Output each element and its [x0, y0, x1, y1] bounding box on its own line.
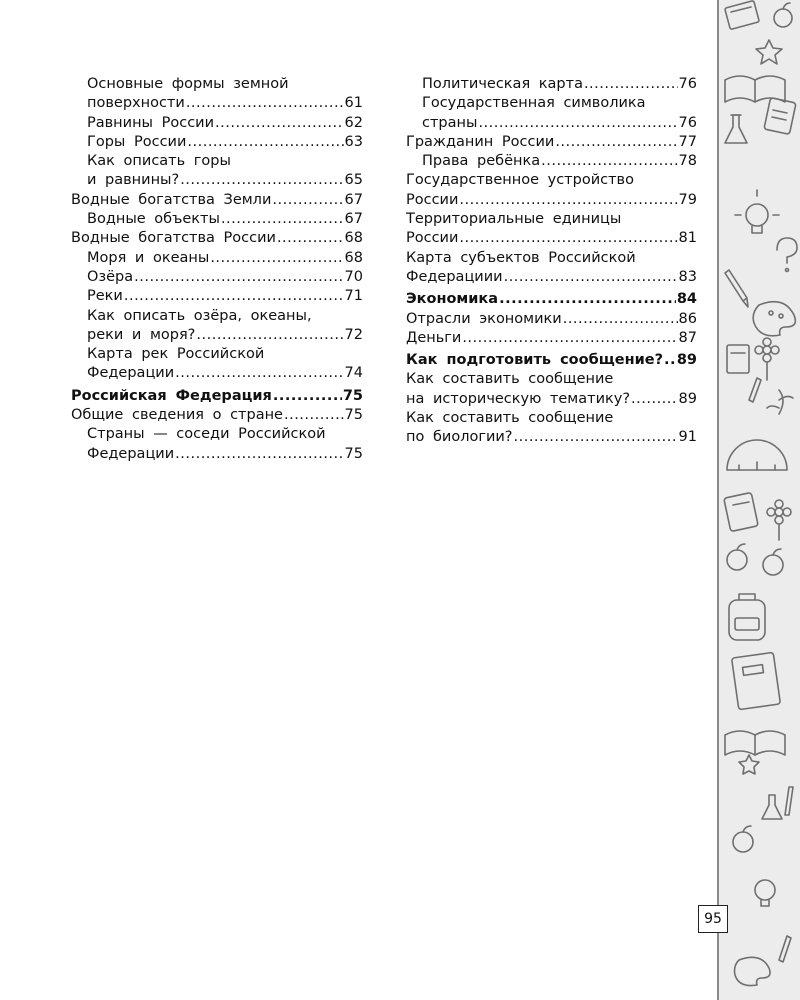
plant-icon	[767, 390, 793, 414]
toc-entry	[71, 345, 363, 384]
toc-entry-title: Равнины России	[87, 114, 215, 131]
toc-entry-title-line: Как составить сообщение	[406, 410, 614, 427]
flower-icon	[767, 500, 791, 540]
toc-entry	[406, 210, 697, 249]
toc-page-number: 78	[678, 153, 697, 170]
toc-entry-title: России	[406, 230, 459, 247]
toc-entry	[71, 425, 363, 464]
toc-page-number: 74	[344, 365, 363, 382]
toc-entry	[406, 310, 697, 329]
toc-entry-title: Экономика	[406, 291, 499, 308]
toc-page-number: 83	[678, 268, 697, 285]
dot-leader	[499, 290, 676, 309]
toc-entry-title: Озёра	[87, 268, 134, 285]
dot-leader	[284, 406, 344, 425]
toc-entry-row	[87, 326, 363, 345]
toc-entry-title: Гражданин России	[406, 133, 555, 150]
dot-leader	[478, 114, 677, 133]
toc-page-number: 89	[676, 352, 697, 369]
toc-entry-row	[406, 329, 697, 348]
toc-entry	[71, 114, 363, 133]
question-icon	[777, 238, 797, 272]
toc-entry	[71, 249, 363, 268]
lightbulb-icon	[735, 190, 779, 233]
toc-entry	[71, 152, 363, 191]
apple-icon	[774, 3, 792, 27]
toc-entry-title: страны	[422, 114, 478, 131]
lightbulb-icon	[755, 880, 775, 906]
toc-entry	[406, 75, 697, 94]
toc-entry-title: Федерациии	[406, 268, 503, 285]
toc-entry-title-line: Как составить сообщение	[406, 371, 614, 388]
toc-entry	[406, 329, 697, 348]
toc-page-number: 91	[678, 429, 697, 446]
toc-entry-title-line: Государственное устройство	[406, 172, 634, 189]
toc-entry-row	[71, 406, 363, 425]
open-book-icon	[725, 731, 785, 755]
toc-entry-row	[406, 428, 697, 447]
toc-entry-title: Российская Федерация	[71, 387, 272, 404]
dot-leader	[555, 133, 677, 152]
toc-entry-title: Отрасли экономики	[406, 310, 562, 327]
toc-entry-title-line: Карта субъектов Российской	[406, 249, 636, 266]
dot-leader	[272, 191, 343, 210]
toc-entry-row	[87, 445, 363, 464]
toc-entry-title: Горы России	[87, 133, 187, 150]
toc-page-number: 67	[344, 211, 363, 228]
dot-leader	[134, 268, 343, 287]
toc-entry	[71, 191, 363, 210]
toc-page-number: 84	[676, 291, 697, 308]
flower-icon	[755, 338, 779, 380]
page-number: 95	[698, 905, 728, 933]
star-icon	[756, 40, 782, 64]
toc-page-number: 61	[344, 95, 363, 112]
toc-entry-title: Политическая карта	[422, 76, 583, 92]
toc-entry-title-line: Территориальные единицы	[406, 211, 622, 228]
toc-entry-title-line: Как описать озёра, океаны,	[87, 307, 312, 324]
dot-leader	[664, 351, 676, 370]
dot-leader	[187, 133, 343, 152]
toc-page-number: 76	[678, 114, 697, 131]
toc-page-number: 75	[344, 445, 363, 462]
toc-entry	[71, 406, 363, 425]
dot-leader	[215, 114, 344, 133]
dot-leader	[584, 75, 678, 94]
dot-leader	[459, 229, 677, 248]
palette-icon	[753, 302, 795, 336]
dot-leader	[459, 191, 677, 210]
pencil-icon	[779, 936, 791, 962]
toc-entry-title: Реки	[87, 288, 123, 305]
toc-page-number: 68	[344, 249, 363, 266]
toc-entry-title: Водные богатства России	[71, 230, 276, 247]
toc-page-number: 72	[344, 326, 363, 343]
dot-leader	[210, 249, 343, 268]
toc-entry-title: России	[406, 191, 459, 208]
toc-entry-title: реки и моря?	[87, 326, 196, 343]
ruler-icon	[727, 440, 787, 470]
toc-entry-title: Водные объекты	[87, 211, 220, 228]
toc-entry	[406, 409, 697, 448]
toc-entry-row	[406, 191, 697, 210]
flask-icon	[762, 795, 782, 819]
backpack-icon	[729, 594, 765, 640]
toc-entry-title: на историческую тематику?	[406, 390, 631, 407]
toc-entry-row	[406, 268, 697, 287]
dot-leader	[631, 390, 678, 409]
toc-entry	[71, 287, 363, 306]
toc-page-number: 63	[344, 133, 363, 150]
palette-icon	[735, 957, 771, 985]
toc-entry	[406, 94, 697, 133]
pencil-icon	[725, 270, 748, 307]
dot-leader	[175, 364, 343, 383]
toc-entry	[406, 249, 697, 288]
toc-entry	[406, 171, 697, 210]
toc-entry-row	[422, 152, 697, 171]
dot-leader	[277, 229, 344, 248]
toc-page-number: 65	[344, 172, 363, 189]
toc-left-column	[71, 75, 363, 464]
apple-icon	[763, 549, 783, 575]
toc-entry-title: Как подготовить сообщение?	[406, 352, 664, 369]
toc-entry-title: Моря и океаны	[87, 249, 210, 266]
toc-entry-row	[87, 94, 363, 113]
toc-entry-title: Федерации	[87, 445, 175, 462]
toc-page-number: 67	[344, 191, 363, 208]
toc-entry-row	[406, 229, 697, 248]
dot-leader	[221, 210, 344, 229]
toc-page-number: 68	[344, 230, 363, 247]
toc-entry-row	[87, 114, 363, 133]
toc-entry	[71, 387, 363, 406]
toc-entry-row	[87, 171, 363, 190]
toc-entry-title: Деньги	[406, 329, 462, 346]
dot-leader	[541, 152, 677, 171]
toc-page-number: 75	[344, 407, 363, 424]
toc-entry	[406, 351, 697, 370]
toc-entry-row	[71, 229, 363, 248]
toc-entry	[71, 307, 363, 346]
toc-entry-row	[87, 133, 363, 152]
toc-entry-title-line: Основные формы земной	[87, 76, 289, 92]
apple-icon	[733, 826, 753, 852]
toc-entry-row	[406, 310, 697, 329]
book-icon	[732, 652, 781, 709]
dot-leader	[186, 94, 344, 113]
toc-page-number: 86	[678, 310, 697, 327]
toc-entry-row	[406, 351, 697, 370]
toc-entry-title-line: Государственная символика	[422, 95, 646, 112]
toc-entry-row	[406, 133, 697, 152]
toc-entry-title: по биологии?	[406, 429, 513, 446]
toc-page-number: 76	[678, 76, 697, 92]
dot-leader	[273, 387, 342, 406]
toc-entry	[406, 133, 697, 152]
toc-entry-row	[87, 249, 363, 268]
toc-entry	[71, 75, 363, 114]
toc-entry-row	[87, 268, 363, 287]
toc-entry	[71, 133, 363, 152]
toc-entry-title: Общие сведения о стране	[71, 407, 283, 424]
toc-entry	[406, 152, 697, 171]
toc-page-number: 89	[678, 390, 697, 407]
toc-entry-title: Федерации	[87, 365, 175, 382]
dot-leader	[196, 326, 343, 345]
dot-leader	[462, 329, 677, 348]
toc-page-number: 71	[344, 288, 363, 305]
toc-entry-title-line: Страны — соседи Российской	[87, 426, 326, 443]
toc-entry-title-line: Как описать горы	[87, 153, 231, 170]
notebook-icon	[725, 0, 760, 29]
toc-entry-row	[71, 191, 363, 210]
toc-page-number: 62	[344, 114, 363, 131]
toc-entry-title: поверхности	[87, 95, 185, 112]
toc-right-column	[406, 75, 697, 448]
doodle-border	[717, 0, 800, 1000]
toc-entry-row	[71, 387, 363, 406]
dot-leader	[563, 310, 678, 329]
toc-entry-row	[422, 114, 697, 133]
notebook-icon	[764, 98, 796, 135]
toc-page-number: 81	[678, 230, 697, 247]
toc-entry-title: Водные богатства Земли	[71, 191, 272, 208]
dot-leader	[124, 287, 344, 306]
toc-page-number: 75	[342, 387, 363, 404]
toc-entry	[71, 268, 363, 287]
toc-entry-title-line: Карта рек Российской	[87, 346, 265, 363]
toc-entry-row	[406, 390, 697, 409]
toc-entry-row	[422, 75, 697, 94]
toc-entry-row	[406, 290, 697, 309]
toc-entry	[406, 370, 697, 409]
toc-page-number: 79	[678, 191, 697, 208]
toc-entry	[406, 290, 697, 309]
toc-entry-row	[87, 287, 363, 306]
toc-page-number: 87	[678, 329, 697, 346]
toc-page-number: 70	[344, 268, 363, 285]
toc-entry-row	[87, 364, 363, 383]
apple-icon	[727, 544, 747, 570]
toc-page-number: 77	[678, 133, 697, 150]
pencil-icon	[785, 787, 793, 815]
toc-entry-row	[87, 210, 363, 229]
toc-entry	[71, 210, 363, 229]
star-icon	[739, 755, 759, 774]
pencil-icon	[749, 378, 761, 402]
flask-icon	[725, 115, 747, 143]
dot-leader	[175, 445, 343, 464]
notebook-icon	[724, 492, 758, 531]
toc-entry-title: Права ребёнка	[422, 153, 541, 170]
notebook-icon	[727, 345, 749, 373]
dot-leader	[180, 171, 343, 190]
dot-leader	[514, 428, 678, 447]
dot-leader	[504, 268, 678, 287]
toc-entry	[71, 229, 363, 248]
toc-entry-title: и равнины?	[87, 172, 180, 189]
